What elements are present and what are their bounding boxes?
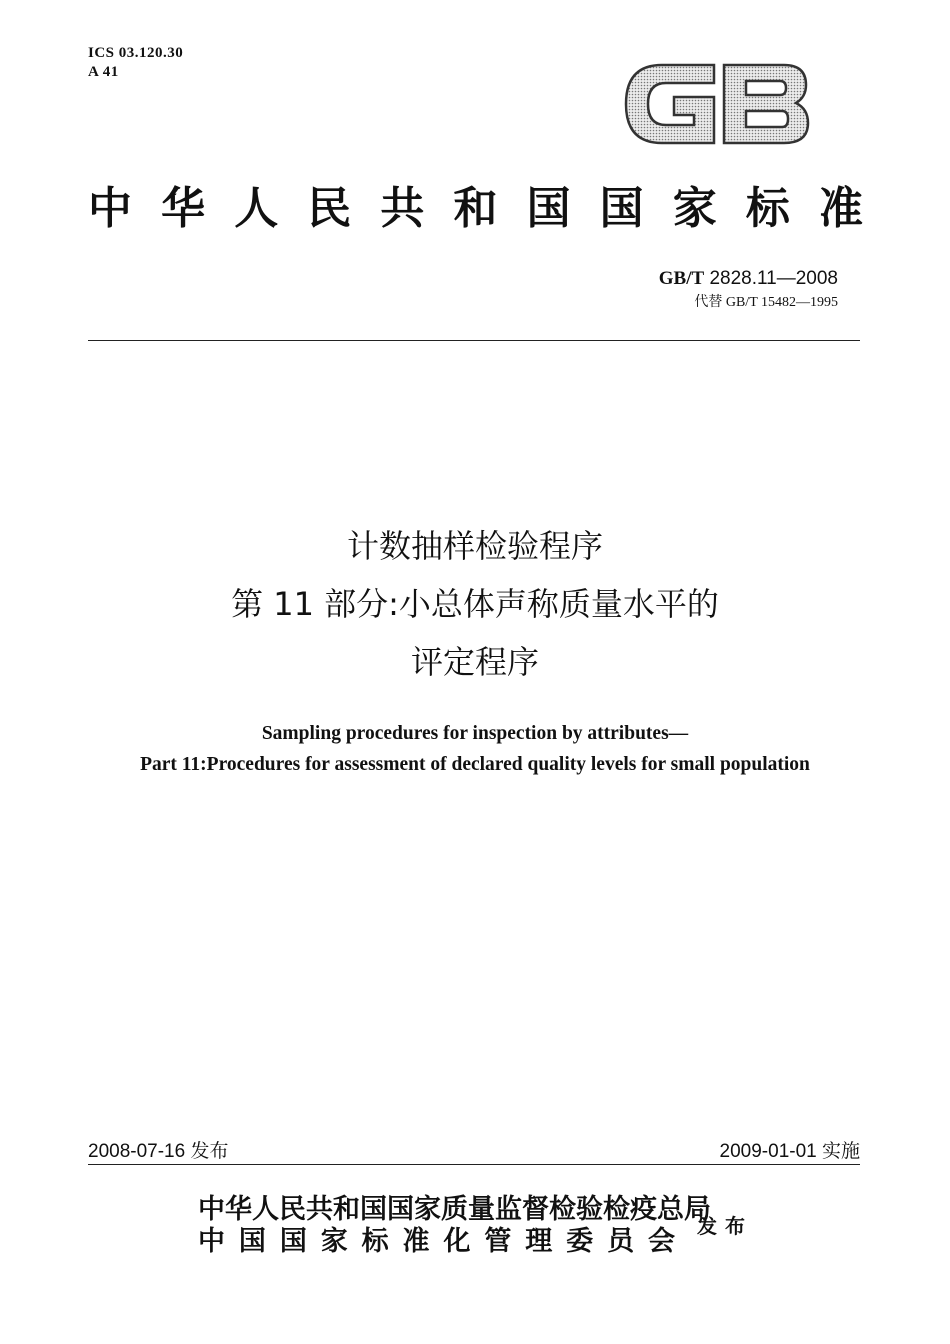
title-en-line2: Part 11:Procedures for assessment of declared quality levels for small population: [140, 754, 810, 775]
title-cn-line1: 计数抽样检验程序: [346, 527, 603, 565]
national-title-char: 和: [453, 183, 498, 234]
issuer-sac-char: 员: [607, 1226, 635, 1257]
standard-number: [659, 268, 838, 290]
ccs-code: A 41: [88, 64, 119, 80]
national-title-char: 共: [380, 183, 425, 234]
implementation-date: 2009-01-01 实施: [719, 1141, 860, 1162]
issuer-sac-char: 管: [484, 1226, 512, 1257]
gb-logo-graphic: [622, 57, 812, 151]
issuer-sac-char: 标: [361, 1226, 389, 1257]
standard-prefix: GB/T: [658, 268, 705, 289]
title-cn-line3: 评定程序: [410, 643, 539, 681]
national-title-char: 标: [745, 183, 790, 234]
title-en-line1: Sampling procedures for inspection by attributes—: [261, 723, 689, 744]
national-title-char: 人: [234, 183, 279, 234]
issue-date: 2008-07-16 发布: [88, 1141, 229, 1162]
classification-codes: [88, 44, 183, 82]
issuer-sac-char: 理: [525, 1226, 553, 1257]
issuer-sac-char: 化: [443, 1226, 471, 1257]
national-title-char: 华: [161, 183, 206, 234]
issuer-sac-char: 中: [198, 1226, 225, 1257]
national-title-char: 准: [818, 183, 863, 234]
standard-number-value: 2828.11—2008: [709, 268, 838, 289]
national-title-char: 国: [526, 183, 571, 234]
publish-label: 发布: [697, 1214, 753, 1238]
national-title-char: 民: [307, 183, 352, 234]
issuer-aqsiq: 中华人民共和国国家质量监督检验检疫总局: [198, 1194, 711, 1225]
issuer-sac-char: 委: [566, 1226, 594, 1257]
issuer-sac-char: 会: [647, 1226, 675, 1257]
issuer-sac-char: 国: [279, 1226, 307, 1257]
date-divider: [88, 1164, 860, 1165]
national-title-char: 国: [599, 183, 644, 234]
issuer-sac-char: 准: [402, 1226, 430, 1257]
title-cn-line2: 第 11 部分:小总体声称质量水平的: [231, 585, 719, 623]
ics-code: ICS 03.120.30: [88, 45, 184, 61]
gb-logo: [622, 57, 812, 151]
issuer-sac-char: 国: [238, 1226, 266, 1257]
national-title-char: 家: [672, 183, 717, 234]
replaces-standard: 代替 GB/T 15482—1995: [694, 295, 838, 310]
issuer-sac: [198, 1226, 675, 1258]
national-title-char: 中: [88, 183, 132, 234]
issuer-sac-char: 家: [320, 1226, 348, 1257]
national-standard-title: [88, 182, 863, 236]
header-divider: [88, 340, 860, 341]
